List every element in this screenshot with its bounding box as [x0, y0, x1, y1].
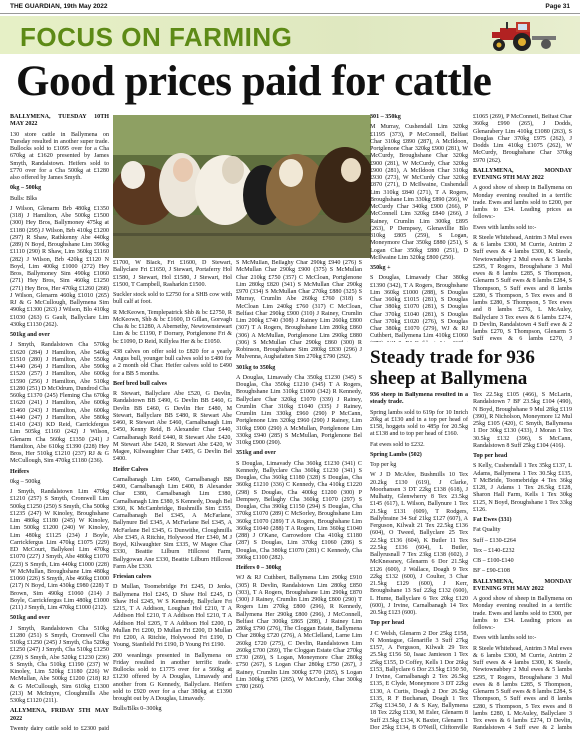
entry-subheading: Beef bred bull calves — [113, 380, 167, 387]
entry-text: Carnalbanagh Lim £490, Carnalbanagh BB £400, Carnalbanagh Lim £400, B Alexander Char £380, Carnalbanagh Lim £380, Carnalbanagh Lim £380, S Kennedy, Doagh Bel £360, K McCambridge, Bushmills Sim £355, Carnalbanagh Bel £345, A McFarlane, Ballynure Bel £345, A McFarlane Bel £345, A McFarlane Bel £345, G Dunwithe, Cloughmills Abe £345, A Ritchie, Holywood Her £340, M J Boyd, Kilwaughter Sim £335, W Magee Char £330, Beattie Lilburn Hillcrest Farm, Ballygowan Ane £330, Beattie Lilburn Hillcrest Farm Abe £330. — [113, 476, 232, 570]
entry-subheading: 501kg and over — [10, 332, 50, 338]
entry-text: J Smyth, Randalstown Lim 470kg £1210 (257) S Smyth, Cromwell Lim 500kg £1250 (250) S Smyth, Cha 500kg £1235 (247) W Kinoley, Broughshane Lim 480kg £1180 (245) W Kinoley, Lim 500kg £1200 (240) W Kinoley, Lim 480kg £1125 (234) J Boyle, Carrickfergus Lim 470kg £1075 (229) ED McCourt, Ballykeel Lim 470kg £1070 (227) J Smyth, Abe 480kg £1070 (223) S Smyth, Lim 440kg £1000 (228) W McMullan, Broughshane Lim 480kg £1060 (226) S Smyth, Abe 460kg £1000 (217) N Boyd, Lim 430kg £980 (228) T Brown, Sim 490kg £1060 (214) J Boyle, Carrickfergus Lim 480kg £1000 (211) J Smyth, Lim 470kg £1000 (212). — [10, 489, 109, 611]
entry-text: R Steele Whitehead, Antrim 3 Mul ewes & 6 lambs £300, M Currie, Antrim 2 Suff ewes & 4 lambs £300, K Steele, Newtownabbey 2 Mul ewes & 5 lambs £295, T Rogers, Broughshane 3 Mul ewes & 8 lambs £285, S Thompson, Glenarm 5 Suff ewes & 8 lambs £284, S Thompson, 5 Suff ewes and 8 lambs £280, S Thompson, 5 Tex ewes and 8 lambs £280, S Thompson, 5 Tex ewes and 8 lambs £276, L McAuley, Ballyclare 3 Tex ewes & 6 lambs £274, D Devlin, Randalstown 4 Suff ewe & 2 lambs £270, S Thompson, Glenarm 5 Suff ewes & 6 lambs £270, J — [473, 234, 572, 342]
story-column-5 — [473, 114, 572, 342]
entry-subheading: 301 – 350kg — [370, 114, 401, 120]
sheep-column-1 — [370, 392, 468, 731]
page-number: Page 31 — [545, 3, 570, 10]
entry-text: Suckler stock sold to £2750 for a SHB cow with bull calf at foot. — [113, 292, 232, 306]
column-1-entries — [10, 185, 109, 705]
entry-subheading: 501kg and over — [10, 615, 50, 622]
entry-subheading: Top per head — [473, 453, 508, 459]
entry-text: Fat Quality — [473, 527, 501, 534]
entry-text: J Smyth, Randalstown Cha 570kg £1620 (284) J Hamilton, Abe 540kg £1510 (280) J Hamilton, Abe 550kg £1440 (264) J Hamilton, Abe 590kg £1520 (257) J Hamilton, Abe 600kg £1590 (256) J Hamilton, Abe 510kg £1280 (251) D McOdrum, Dundrod Cha 560kg £1370 (245) Fleming Cha 670kg £1620 (241) J Hamilton, Abe 600kg £1460 (243) J Hamilton, Abe 600kg £1440 (247) J Hamilton, Abe 580kg £1410 (243) KD Reid, Carrickfergus Lim 505kg £1160 (242) J Wilson, Glenarm Cha 560kg £1350 (241) J Hamilton, Abe 610kg £1390 (228) Hey Bros, Her 510kg £1210 (237) RJ & G McCullough, Sim 470kg £1180 (236). — [10, 342, 109, 465]
entry-subheading: 350kg + — [370, 265, 391, 271]
sheep-column-2-entries — [473, 392, 572, 731]
entry-text: Suff – £130-£264 — [473, 537, 516, 544]
entry-text: £1065 (269), P McConnell, Belfast Char 360kg £990 (265), J Dodds, Glenarabery Lim 410kg £1080 (263), S Douglas Char 370kg £975 (262), J Dodds Lim 410kg £1075 (262), W McCurdy, Broughshane Char 370kg £970 (262). — [473, 114, 572, 164]
tractor-icon — [472, 20, 562, 52]
entry-text: S Douglas, Limavady Char 380kg £1390 (342), T A Rogers, Broughshane Lim 360kg £1000 (288), S Douglas Char 360kg £1015 (281), S Douglas Char 380kg £1070 (281), S Douglas Char 370kg £1040 (281), S Douglas Char 370kg £1020 (276), S Douglas Char 380kg £1070 (279), WJ & RJ Cuthbert, Ballymena Lim 410kg £1060 — [370, 275, 468, 340]
entry-text: A good show of sheep in Ballymena on Monday evening resulted in a terrific trade. Ewes and lambs sold to £200, per lambs to £34. Leading prices as follows:- — [473, 185, 572, 221]
entry-text: A Douglas, Limavady Cha 350kg £1230 (345) S Douglas, Cha 350kg £1210 (345) T A Rogers, Broughshane Lim 310kg £1060 (342) R Kennedy, Ballyclare Char 320kg £1070 (339) J Rainey, Crumlin Char 310kg £1040 (335) J Rainey, Crumlin Lim 330kg £960 (290) P McCann, Portglenone Lim 320kg £960 (290) J Rainey, Lim 310kg £900 (290) A McMullan, Portglenone Lim 330kg £940 (285) S McMullan, Portglenone Bel 310kg £900 (290). — [236, 374, 362, 446]
entry-text: Bulls: Blks — [10, 195, 38, 202]
entry-text: Spring lambs sold to 619p for 10 Inrich 20kg at £130 and in a top per head of £158, hoggets sold to 485p for 20.5kg at £138 and to top per head of £160. — [370, 409, 468, 438]
entry-text: J Smyth, Randalstown Cha 510kg £1280 (251) S Smyth, Cromwell Cha 510kg £1250 (245) J Smyth, Cha 520kg £1250 (247) J Smyth, Cha 510kg £1250 (239) S Smyth, Abe 520kg £1230 (236) S Smyth, Cha 510kg £1190 (237) W Kinoley, Lim 520kg £1180 (226) W McMullan, Abe 500kg £1200 (218) RJ & G McCullough, Sim 610kg £1300 (213) M McIntyre, Cloughmills Abe 530kg £1120 (211). — [10, 625, 109, 704]
entry-subheading: Heifers — [10, 468, 29, 475]
friday-heading: ALLYMENA, FRIDAY 5TH MAY 2022 — [10, 708, 109, 722]
story-column-3 — [236, 260, 362, 731]
entry-text: S Kelly, Cushendall 1 Tex 35kg £137, L Adams, Ballymena 1 Tex 30.5kg £135, T McBride, Toomebridge 4 Tex 36kg £128, J Adams 1 Tex 26.5kg £128, Sharon Hall Farm, Kells 1 Tex 30kg £125, N Boyd, Broughshane 1 Tex 33kg £126. — [473, 463, 572, 513]
entry-subheading: Fat Ewes (331) — [473, 517, 512, 523]
entry-subheading: Top per head — [370, 620, 405, 627]
column-4-entries — [370, 114, 468, 342]
entry-bold-lead: 936 sheep in Ballymena resulted in a steady trade. — [370, 392, 468, 406]
section-banner — [0, 16, 580, 54]
entry-subheading: BALLYMENA, MONDAY EVENING 9TH MAY 2022 — [473, 167, 572, 181]
entry-text: D Mullan, Toomebridge Fri £245, D Jenks, Ballymena Hol £245, D Shaw Hol £245, D Shaw Hol £245, W S Kennedy, Ballyclare Fri £215, T A Addison, Loughan Hol £210, T A Addison Hol £210, T A Addison Hol £210, T A Addison Hol £205, T A Addison Hol £200, D Mullan Fri £200, D Mullan Fri £200, D Mullan Fri £200, A Ritchie, Holywood Fri £190, D Young, Stanfield Fri £190, D Young Fri £190. — [113, 584, 232, 649]
column-2-entries — [113, 292, 232, 714]
entry-subheading: 351kg and over — [236, 450, 276, 457]
story-column-2 — [113, 260, 232, 731]
sheep-column-1-entries — [370, 392, 468, 731]
entry-text: Ewes with lambs sold to:- — [473, 224, 537, 231]
entry-text: Tex – £140-£232 — [473, 547, 515, 554]
entry-text: BF – £90-£108 — [473, 568, 510, 575]
entry-text: S Douglas, Limavady Cha 360kg £1230 (341) C Kennedy, Ballyclare Cha 360kg £1230 (341) S Douglas, Cha 360kg £1180 (328) S Douglas, Cha 360kg £1210 (336) C Kennedy, Cha 410kg £1220 (298) S Douglas, Cha 400kg £1200 (300) P Dempsey, Bellaghy Cha 360kg £1070 (297) S Douglas, Cha 390kg £1150 (294) S Douglas, Cha 370kg £1070 (289) C McSorley, Broughshane Lim 360kg £1070 (289) T A Rogers, Broughshane Lim 360kg £1040 (288) T A Rogers, Lim 360kg £1040 (288) J O'Kane, Carrowdore Cha 410kg £1180 (287) S Douglas, Lim 370kg £1060 (286) S Douglas, Cha 380kg £1070 (281) C Kennedy, Cha 390kg £1100 (282). — [236, 460, 362, 561]
friday-body: Twenty dairy cattle sold to £2300 paid — [10, 725, 109, 731]
entry-text: Bulls/Blks 0–300kg — [113, 706, 162, 713]
entry-text: Fat ewes sold to £232. — [370, 441, 425, 448]
entry-text: Ewes with lambs sold to:- — [473, 635, 537, 642]
entry-text: Top per kg — [370, 462, 397, 468]
entry-subheading: Friesian calves — [113, 574, 152, 580]
masthead-date: THE GUARDIAN, 19th May 2022 — [10, 3, 108, 10]
column-2-top: £1700, W Black, Fri £1600, D Stewart, Ballyclare Fri £1650, J Stewart, Portaferry Hol £1580, J Stewart, Hol £1580, J Stewart, Hol £1500, T Campbell, Rasharkin £1500. — [113, 260, 232, 288]
entry-text: M Murray, Cushendall Lim 320kg £1195 (373), P McConnell, Belfast Char 310kg £890 (287), A McIldoon, Portglenone Char 320kg £900 (281), W McCurdy, Broughshane Char 320kg £900 (281), W McCurdy, Char 320kg £900 (281), A McIldoon Char 310kg £930 (273), W McCurdy Char 320kg £870 (271), D McIlwaine, Cushendall Lim 310kg £840 (271), T A Rogers, Broughshane Lim 330kg £890 (266), W McCurdy Char 340kg £900 (266), P McConnell Lim 320kg £840 (266), J Rainey, Crumlin Lim 300kg £895 (263), P Dempsey, Glenavillie Blo 310kg £805 (259), S Logan, Moneymore Char 350kg £880 (251), S Logan Char 350kg £880 (251), D McIlwaine Lim 320kg £800 (250). — [370, 124, 468, 261]
story-column-1 — [10, 114, 109, 731]
entry-text: J C Welsh, Glenarm 2 Dor 25kg £158, N Montague, Glenarifle 3 Suff 27kg £157, A Ferguson, Kilwalt 29 Tex 25.5kg £156 50, Isaac Jamieson 1 Tex 25kg £155, D Coffey, Kells 1 Dor 26kg £153, Ballyclare 6 Dor 23.5kg £150 50, J Irvine, Carnalbanagh 2 Tex 26.5kg £135, E Clyde, Moneymore 3 DT 22kg £130, A Curtis, Doagh 2 Dor 26.5kg £135, R F Buchanan, Doagh 1 Tex 27kg £134.50, J & S Kay, Ballymena 18 Tex 22kg £130, M Esler, Glenarm 8 Suff 23.5kg £134, K Baxter, Glenarm 1 Dor 25kg £134, B O'Neill, Cliftonville — [370, 630, 468, 731]
entry-text: CB – £100-£140 — [473, 558, 514, 564]
entry-text: R Stewart, Ballyclare Abe £520, G Devlin, Randalstown BB £490, G Devlin BB £460, G Devlin BB £460, G Devlin Her £480, M Stewart, Ballyclare BB £480, R Stewart Abe £460, R Stewart Abe £460, Carnalbanagh Lim £450, Kenny Reid, B Alexander Char £440, Carnalbanagh Reid £440, R Stewart Abe £420, M Stewart Abe £420, R Stewart Abe £420, W Magee, Kilwaughter Char £405, G Devlin Bel £400. — [113, 391, 232, 463]
main-headline: Good prices paid for cattle — [16, 58, 492, 105]
entry-text: R McKeown, Templepatrick Shb & bc £2750, R McKeown, Shb & bc £1600, D Gillan, Gorvagh Cha & bc £1280, A Abernethy, Newtownstewart Lim & bc £1190, F Dorrary, Portglenone Fri & bc £1090, D Reid, Killylea Her & bc £1050. — [113, 309, 232, 345]
dateline: BALLYMENA, TUESDAY 10TH MAY 2022 — [10, 114, 109, 128]
column-3-entries — [236, 260, 362, 691]
entry-text: R Steele Whitehead, Antrim 3 Mul ewes & 6 lambs £300, M Currie, Antrim 2 Suff ewes & 4 lambs £300, K Steele, Newtownabbey 2 Mul ewes & 5 lambs £295, T Rogers, Broughshane 3 Mul ewes & 8 lambs £285, S Thompson, Glenarm 5 Suff ewes & 8 lambs £284, S Thompson, 5 Suff ewes and 8 lambs £280, S Thompson, 5 Tex ewes and 8 lambs £280, L McAuley, Ballyclare 3 Tex ewes & 6 lambs £274, D Devlin, Randalstown 4 Suff ewe & 2 lambs — [473, 645, 572, 731]
sheep-column-2 — [473, 392, 572, 731]
entry-text: A good show of sheep in Ballymena on Monday evening resulted in a terrific trade. Ewes and lambs sold to £300, per lambs to £34. Leading prices as follows:- — [473, 596, 572, 631]
entry-subheading: BALLYMENA, MONDAY EVENING 9TH MAY 2022 — [473, 578, 572, 592]
story-column-4 — [370, 114, 468, 342]
entry-subheading: 0kg – 500kg — [10, 185, 42, 192]
entry-subheading: Heifers 0 – 300kg — [236, 565, 282, 571]
entry-text: W J D McAfee, Bushmills 10 Tex 20.2kg £130 (619), J Clarke, Moorhansen 3 DT 22kg £138 (618), J Mulhatty, Glenwherry 8 Tex 23.5kg £145 (617), L Wilson, Ballynure 1 Tex 21.5kg £131 (609), T Rodgers, Ballybraine 34 Suf 21kg £127 (607), A Ferguson, Kilwalt 21 Tex 22.5kg £136 (604), O Tweed, Ballyclare 25 Tex 22.5kg £136 (604), K Butler 11 Tex 22.5kg £136 (604), L Butler, Ballyrusnall 7 Tex 23kg £138 (602), J McKnessney, Glenarm 6 Dor 21.5kg £126 (600), J Wallace, Doagh 9 Tex 22kg £132 (600), J Coulter, 3 Char 21.5kg £129 (600), J Kerr, Broughshane 13 Suf 22kg £132 (600), L Hume, Ballyclare 6 Tex 20kg £120 (600), J Irvine, Carnalbanagh 14 Tex 20.5kg £123 (600). — [370, 472, 468, 616]
column-5-entries — [473, 114, 572, 342]
entry-text: Tex 22.5kg £105 (466), S McLarin, Randalstown 7 BF 23.5kg £104 (490), N Boyd, Broughshane 9 Mul 28kg £119 (390), R Nicholson, Moneymore 12 Mul 25kg £105 (420), C Smyth, Ballymena 1 Dor 30kg £130 (433), J Moran 1 Tex 30.5kg £132 (396), S McCann, Randalstown 8 Suff 25kg £104 (416). — [473, 392, 572, 449]
entry-subheading: 301kg to 350kg — [236, 364, 276, 371]
entry-subheading: Spring Lambs (502) — [370, 451, 422, 458]
entry-subheading: Heifer Calves — [113, 466, 149, 473]
entry-text: S McMullan, Bellaghy Char 290kg £940 (276) S McMullan Char 290kg £900 (375) S McMullan Char 210kg £750 (357) C McCloan, Portglenone Lim 280kg £820 (341) S McMullan Char 290kg £970 (334) S McMullan Char 270kg £880 (325) S Murray, Crumlin Abe 260kg £760 (318) S McCloan Lim 240kg £760 (317) C McCloan, Belfast Char 290kg £900 (310) J Rainey, Crumlin Lim 200kg £740 (308) J Rainey Lim 260kg £800 (307) T A Rogers, Broughshane Lim 280kg £860 (306) A McMullan, Portglenone Lim 290kg £880 (306) S McMullan Char 290kg £860 (300) R Robinson, Broughshane Sim 280kg £830 (296) J Mulvenna, Aughafatten Sim 270kg £790 (292). — [236, 260, 362, 361]
entry-text: 200 weanlings presented in Ballymena on Friday resulted in another terrific trade. Bullocks sold to £1775 over for a 560kg at £1230 offered by A Douglas, Limavady and another from G Kennedy, Ballyclare. Heifers sold to £920 over for a char 380kg at £1390 brought out by A Douglas, Limavady. — [113, 652, 232, 702]
entry-text: 438 calves on offer sold to £820 for a yearly Angus bull, younger bull calves sold to £480 for a 2 month old Char. Heifer calves sold to £490 for a BB 5 months. — [113, 348, 232, 377]
section-title: FOCUS ON FARMING — [20, 22, 293, 52]
entry-text: 0kg – 500kg — [10, 478, 41, 485]
entry-text: WJ & RJ Cuthbert, Ballymena Lim 290kg £910 (305) R Devlin, Randalstown Lim 280kg £850 (303), T A Rogers, Broughshane Lim 290kg £870 (300) J Rainey, Crumlin Lim 290kg £800 (290) T Rogers Lim 270kg £800 (296), R Kennedy, Ballymena Her 290kg £800 (296), J McConnell, Belfast Char 300kg £865 (288), J Rainey Lim 280kg £790 (276), The Cloggan Estate, Ballymena Char 280kg £720 (276), A McClelland, Larne Lim 260kg £720 (275), C Devlin, Randalstown Lim 260kg £700 (269), The Cloggan Estate Char 270kg £730 (269), S Logan, Moneymore Char 280kg £750 (267), S Logan Char 280kg £750 (267), J Rainey, Crumlin Lim 300kg £770 (265), S Logan Lim 300kg £795 (265), W McCurdy, Char 300kg £780 (260). — [236, 575, 362, 690]
entry-text: J Wilson, Glenarm Brb 480kg £1350 (318) J Hamilton, Abe 500kg £1500 (300) Hey Bros, Ballymoney 475kg at £1180 (295) J Wilson, Brb 410kg £1200 (297) R Shaw, Rathkenny Abe 440kg (289) N Boyd, Broughshane Lim 390kg £1110 (290) R Shaw, Lim 360kg £1160 (282) J Wilson, Brb 420kg £1120 N Boyd, Lim 400kg £1000 (272) Hey Bros, Ballymoney Sim 490kg £1060 (271) Hey Bros, Sim 460kg £1250 (271) Hey Bros, Her 470kg £1260 (268) J Wilson, Glenarm 460kg £1010 (265) RJ & G McCullough, Ballymena Sim 490kg £1300 (263) J Wilson, Blo 410kg £1030 (263) G Gault, Ballyclare Lim 430kg £1130 (262). — [10, 205, 109, 328]
page-masthead — [0, 0, 580, 14]
lede: 130 store cattle in Ballymena on Tuesday resulted in another super trade. Bullocks sold to £1095 over for a Cha 670kg at £1620 presented by James Smyth, Randalstown. Heifers sold to £770 over for a Cha 500kg at £1280 also offered by James Smyth. — [10, 131, 109, 181]
sheep-headline: Steady trade for 936 sheep at Ballymena — [370, 347, 535, 389]
cattle-photo — [113, 115, 371, 258]
